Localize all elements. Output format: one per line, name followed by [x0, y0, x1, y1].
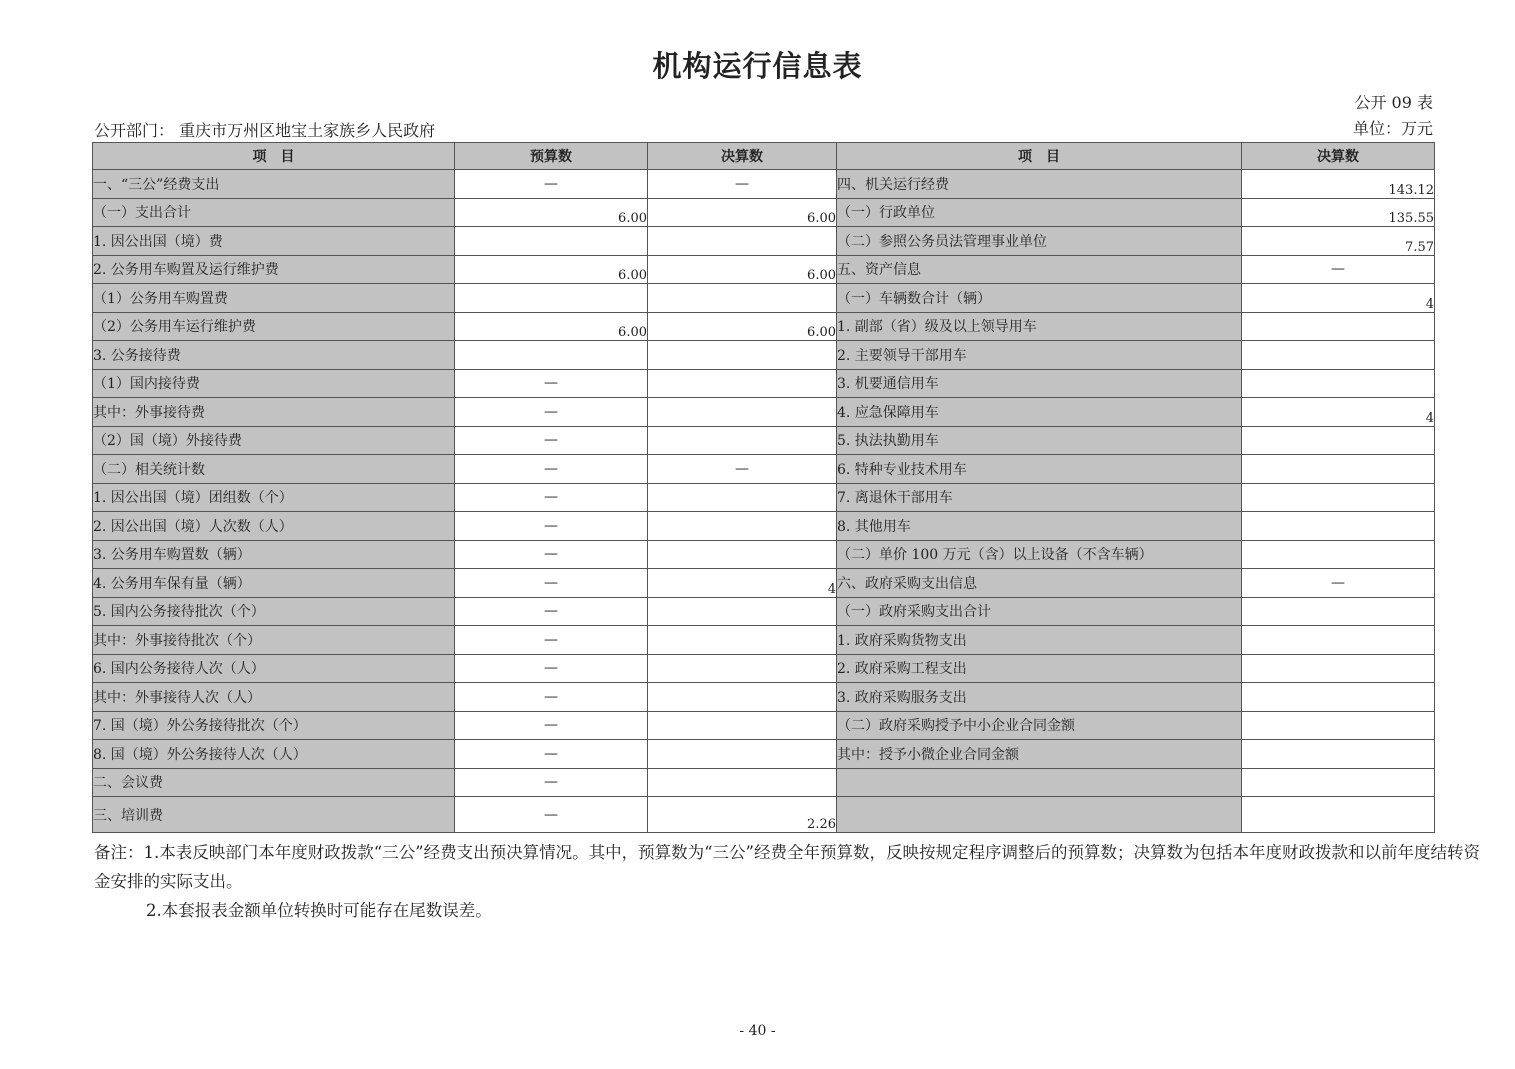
table-row: [93, 740, 1435, 769]
actual-cell: [648, 711, 837, 740]
page-number: - 40 -: [739, 1023, 776, 1039]
right-actual-cell: [1242, 341, 1435, 370]
table-row: [93, 255, 1435, 284]
table-header-row: [93, 143, 1435, 170]
budget-cell: 6.00: [455, 312, 648, 341]
right-item-cell: 3. 机要通信用车: [837, 369, 1242, 398]
right-item-cell: （二）参照公务员法管理事业单位: [837, 227, 1242, 256]
right-actual-cell: [1242, 683, 1435, 712]
header-budget: 预算数: [455, 143, 648, 170]
actual-cell: [648, 483, 837, 512]
left-item-cell: 三、培训费: [93, 797, 455, 833]
header-actual-right: 决算数: [1242, 143, 1435, 170]
right-actual-cell: [1242, 768, 1435, 797]
left-item-cell: （2）国（境）外接待费: [93, 426, 455, 455]
left-item-cell: （1）公务用车购置费: [93, 284, 455, 313]
page-title: 机构运行信息表: [652, 49, 863, 83]
left-item-cell: 7. 国（境）外公务接待批次（个）: [93, 711, 455, 740]
right-item-cell: 5. 执法执勤用车: [837, 426, 1242, 455]
right-item-cell: 6. 特种专业技术用车: [837, 455, 1242, 484]
right-actual-cell: [1242, 797, 1435, 833]
operation-info-table: [92, 142, 1435, 833]
left-item-cell: 8. 国（境）外公务接待人次（人）: [93, 740, 455, 769]
budget-cell: —: [455, 740, 648, 769]
actual-cell: [648, 227, 837, 256]
right-actual-cell: 4: [1242, 398, 1435, 427]
right-actual-cell: 4: [1242, 284, 1435, 313]
table-row: [93, 227, 1435, 256]
table-row: [93, 483, 1435, 512]
table-row: [93, 654, 1435, 683]
header-actual-left: 决算数: [648, 143, 837, 170]
left-item-cell: 二、会议费: [93, 768, 455, 797]
note-1: 备注：1.本表反映部门本年度财政拨款“三公”经费支出预决算情况。其中，预算数为“三公”经费全年预算数，反映按规定程序调整后的预算数；决算数为包括本年度财政拨款和以前年度结转资金安排的实际支出。: [94, 843, 1480, 891]
actual-cell: [648, 284, 837, 313]
budget-cell: —: [455, 512, 648, 541]
right-item-cell: 3. 政府采购服务支出: [837, 683, 1242, 712]
right-actual-cell: [1242, 654, 1435, 683]
right-actual-cell: [1242, 740, 1435, 769]
right-item-cell: 2. 政府采购工程支出: [837, 654, 1242, 683]
actual-cell: [648, 341, 837, 370]
budget-cell: —: [455, 597, 648, 626]
right-item-cell: 7. 离退休干部用车: [837, 483, 1242, 512]
right-item-cell: [837, 797, 1242, 833]
right-item-cell: 五、资产信息: [837, 255, 1242, 284]
header-item-left: 项 目: [93, 143, 455, 170]
right-actual-cell: 7.57: [1242, 227, 1435, 256]
right-actual-cell: [1242, 426, 1435, 455]
actual-cell: [648, 768, 837, 797]
actual-cell: 6.00: [648, 198, 837, 227]
table-row: [93, 683, 1435, 712]
left-item-cell: （1）国内接待费: [93, 369, 455, 398]
right-actual-cell: [1242, 540, 1435, 569]
right-item-cell: 六、政府采购支出信息: [837, 569, 1242, 598]
budget-cell: —: [455, 626, 648, 655]
right-actual-cell: [1242, 626, 1435, 655]
table-row: [93, 369, 1435, 398]
header-item-right: 项 目: [837, 143, 1242, 170]
right-actual-cell: [1242, 369, 1435, 398]
note-2: 2.本套报表金额单位转换时可能存在尾数误差。: [146, 901, 492, 920]
actual-cell: [648, 426, 837, 455]
left-item-cell: 4. 公务用车保有量（辆）: [93, 569, 455, 598]
right-item-cell: （二）单价 100 万元（含）以上设备（不含车辆）: [837, 540, 1242, 569]
form-number: 公开 09 表: [1354, 93, 1433, 112]
budget-cell: 6.00: [455, 255, 648, 284]
table-row: [93, 284, 1435, 313]
right-item-cell: 四、机关运行经费: [837, 170, 1242, 199]
right-item-cell: （一）政府采购支出合计: [837, 597, 1242, 626]
actual-cell: [648, 597, 837, 626]
budget-cell: —: [455, 569, 648, 598]
budget-cell: [455, 341, 648, 370]
table-row: [93, 540, 1435, 569]
left-item-cell: 其中：外事接待人次（人）: [93, 683, 455, 712]
left-item-cell: （2）公务用车运行维护费: [93, 312, 455, 341]
actual-cell: 6.00: [648, 255, 837, 284]
budget-cell: —: [455, 711, 648, 740]
right-item-cell: 1. 政府采购货物支出: [837, 626, 1242, 655]
table-row: [93, 455, 1435, 484]
actual-cell: [648, 683, 837, 712]
right-actual-cell: [1242, 312, 1435, 341]
right-actual-cell: [1242, 711, 1435, 740]
budget-cell: —: [455, 455, 648, 484]
table-row: [93, 398, 1435, 427]
right-item-cell: 2. 主要领导干部用车: [837, 341, 1242, 370]
actual-cell: [648, 654, 837, 683]
actual-cell: [648, 398, 837, 427]
budget-cell: —: [455, 426, 648, 455]
right-item-cell: [837, 768, 1242, 797]
right-item-cell: 1. 副部（省）级及以上领导用车: [837, 312, 1242, 341]
left-item-cell: 5. 国内公务接待批次（个）: [93, 597, 455, 626]
budget-cell: —: [455, 768, 648, 797]
right-item-cell: 8. 其他用车: [837, 512, 1242, 541]
actual-cell: —: [648, 455, 837, 484]
actual-cell: [648, 512, 837, 541]
budget-cell: —: [455, 683, 648, 712]
budget-cell: —: [455, 654, 648, 683]
department-label: 公开部门： 重庆市万州区地宝土家族乡人民政府: [94, 121, 436, 140]
right-actual-cell: 143.12: [1242, 170, 1435, 199]
table-row: [93, 597, 1435, 626]
budget-cell: —: [455, 369, 648, 398]
actual-cell: 4: [648, 569, 837, 598]
budget-cell: 6.00: [455, 198, 648, 227]
right-item-cell: （二）政府采购授予中小企业合同金额: [837, 711, 1242, 740]
budget-cell: [455, 284, 648, 313]
budget-cell: —: [455, 540, 648, 569]
actual-cell: [648, 626, 837, 655]
right-item-cell: （一）车辆数合计（辆）: [837, 284, 1242, 313]
right-actual-cell: [1242, 512, 1435, 541]
actual-cell: 2.26: [648, 797, 837, 833]
budget-cell: —: [455, 398, 648, 427]
table-row: [93, 711, 1435, 740]
table-row: [93, 797, 1435, 833]
budget-cell: —: [455, 170, 648, 199]
right-actual-cell: 135.55: [1242, 198, 1435, 227]
right-actual-cell: [1242, 483, 1435, 512]
right-item-cell: （一）行政单位: [837, 198, 1242, 227]
budget-cell: [455, 227, 648, 256]
left-item-cell: （一）支出合计: [93, 198, 455, 227]
left-item-cell: 3. 公务用车购置数（辆）: [93, 540, 455, 569]
left-item-cell: 2. 因公出国（境）人次数（人）: [93, 512, 455, 541]
budget-cell: —: [455, 797, 648, 833]
actual-cell: 6.00: [648, 312, 837, 341]
table-row: [93, 312, 1435, 341]
budget-cell: —: [455, 483, 648, 512]
actual-cell: —: [648, 170, 837, 199]
table-row: [93, 626, 1435, 655]
left-item-cell: 2. 公务用车购置及运行维护费: [93, 255, 455, 284]
right-actual-cell: [1242, 597, 1435, 626]
left-item-cell: （二）相关统计数: [93, 455, 455, 484]
right-actual-cell: —: [1242, 569, 1435, 598]
table-row: [93, 341, 1435, 370]
left-item-cell: 1. 因公出国（境）团组数（个）: [93, 483, 455, 512]
table-row: [93, 512, 1435, 541]
table-row: [93, 768, 1435, 797]
table-row: [93, 170, 1435, 199]
table-row: [93, 198, 1435, 227]
left-item-cell: 一、“三公”经费支出: [93, 170, 455, 199]
left-item-cell: 其中：外事接待批次（个）: [93, 626, 455, 655]
unit-label: 单位：万元: [1352, 119, 1433, 138]
table-row: [93, 426, 1435, 455]
notes: [94, 838, 1484, 925]
right-item-cell: 4. 应急保障用车: [837, 398, 1242, 427]
right-actual-cell: [1242, 455, 1435, 484]
right-item-cell: 其中：授予小微企业合同金额: [837, 740, 1242, 769]
right-actual-cell: —: [1242, 255, 1435, 284]
actual-cell: [648, 740, 837, 769]
left-item-cell: 6. 国内公务接待人次（人）: [93, 654, 455, 683]
left-item-cell: 其中：外事接待费: [93, 398, 455, 427]
left-item-cell: 1. 因公出国（境）费: [93, 227, 455, 256]
table-row: [93, 569, 1435, 598]
left-item-cell: 3. 公务接待费: [93, 341, 455, 370]
actual-cell: [648, 540, 837, 569]
actual-cell: [648, 369, 837, 398]
